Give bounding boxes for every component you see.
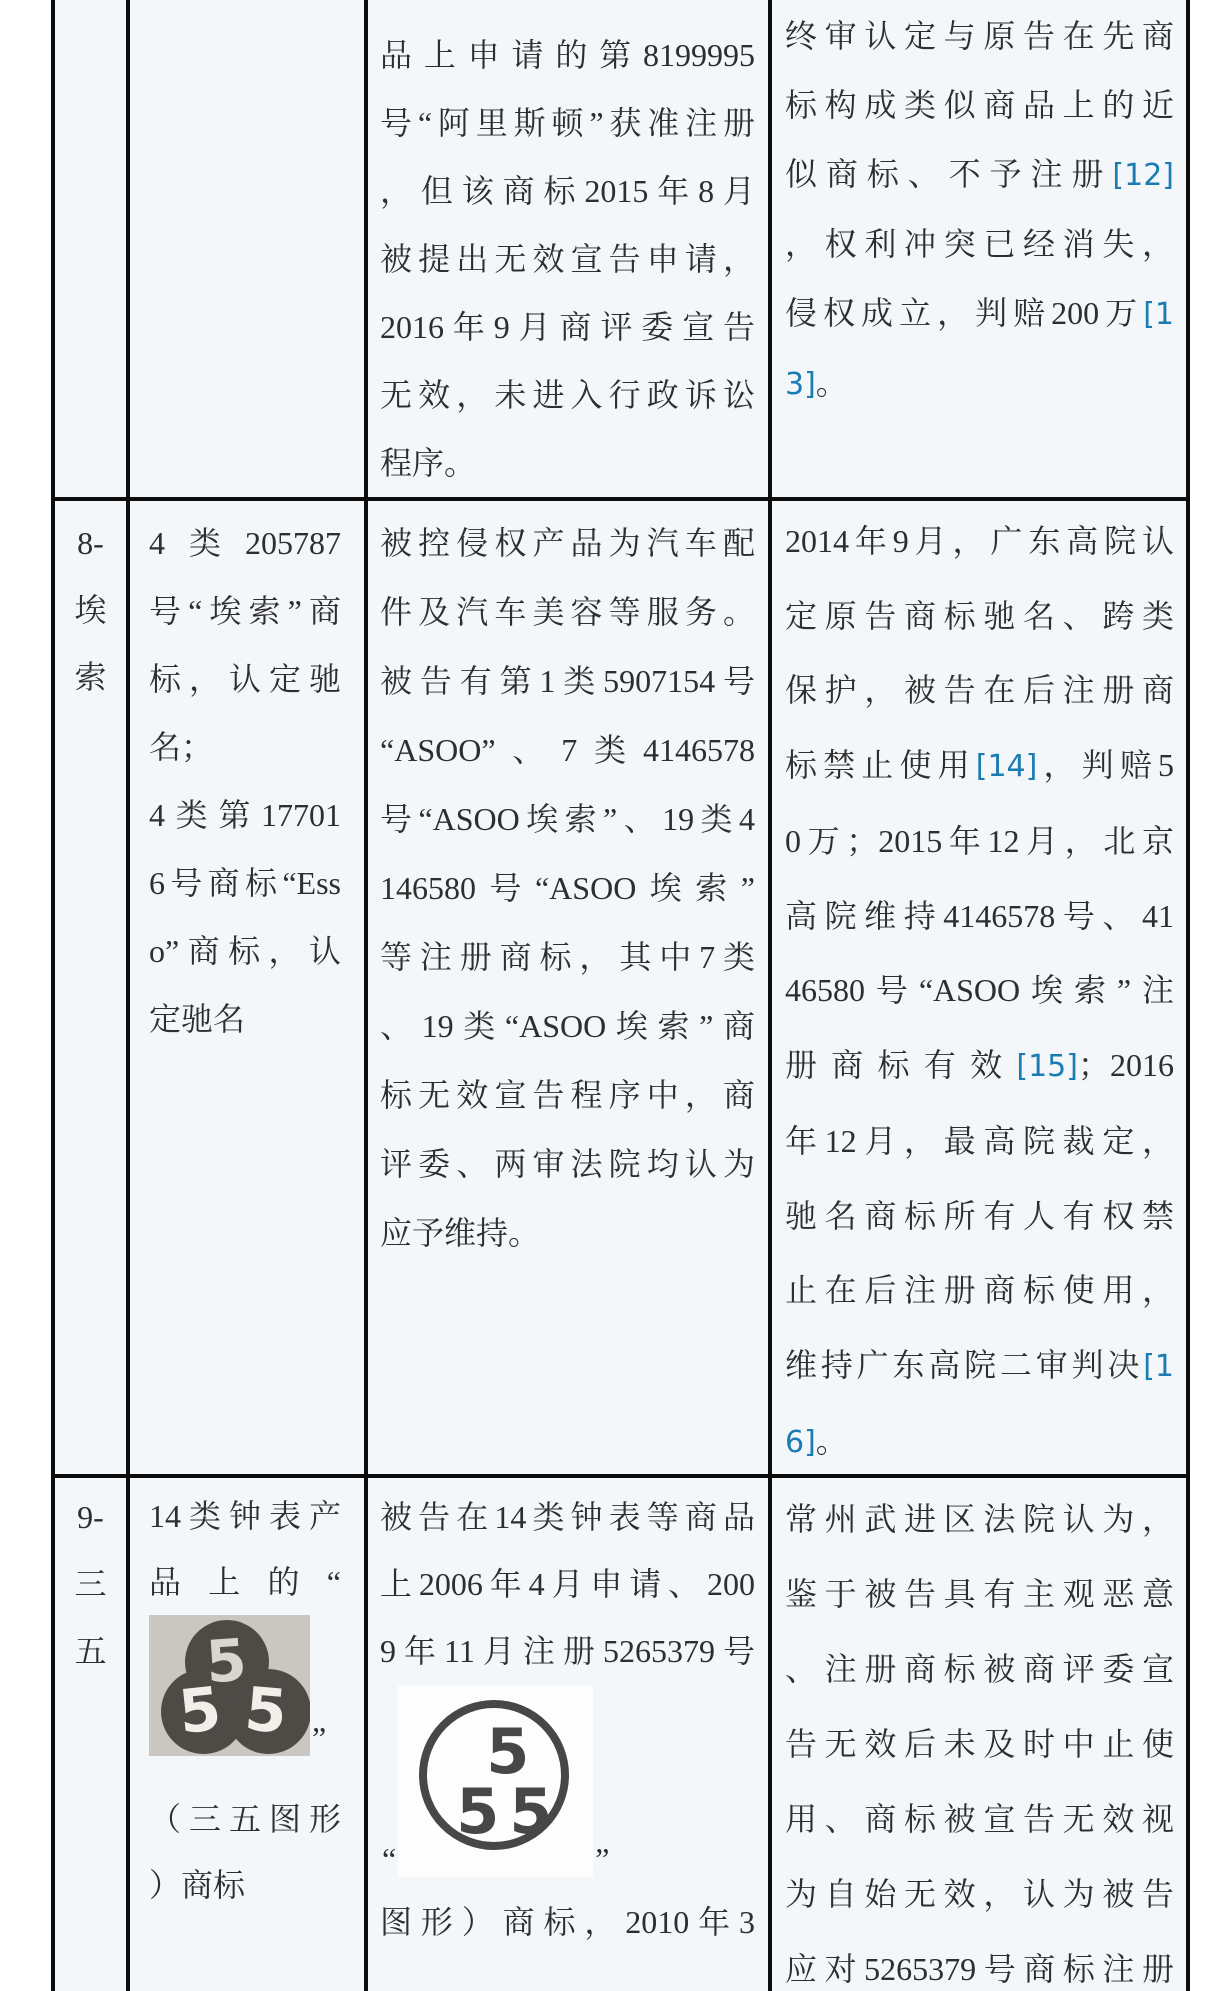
footnote-link[interactable]: [1 [1143,297,1174,332]
text-line [380,1889,755,1956]
mark-digits-bottom: 55 [456,1775,563,1848]
text-run: 鉴于被告具有主观恶意 [785,1576,1174,1612]
text-line [785,579,1174,654]
text-line [149,1852,341,1918]
text-run: 号“埃索”商 [149,593,341,629]
text-line [149,917,341,985]
text-line [380,157,755,225]
text-line [55,1618,126,1685]
text-run: 终审认定与原告在先商 [785,18,1174,54]
text-line [149,1549,341,1615]
text-run: 0万；2015年12月，北京 [785,823,1174,859]
text-line [380,225,755,293]
text-line [785,879,1174,954]
text-run: 、19类“ASOO埃索”商 [380,1008,755,1044]
text-run: ，但该商标2015年8月 [380,173,755,209]
cell-r9-case-details [368,1478,772,1991]
text-run: 146580号“ASOO埃索” [380,870,755,906]
text-run: 定驰名 [149,1001,246,1037]
text-run: 五 [74,1633,107,1669]
cell-r7-index [55,0,130,497]
text-line [380,293,755,361]
text-line [785,953,1174,1028]
text-run: ，判赔5 [1037,746,1174,783]
text-line [380,1199,755,1268]
text-run: 被控侵权产品为汽车配 [380,525,755,561]
text-run: 被告在14类钟表等商品 [380,1499,755,1535]
text-line [380,1130,755,1199]
text-line [785,1557,1174,1632]
text-run: 14类钟表产 [149,1498,341,1534]
text-line [55,510,126,577]
cell-r7-case-details [368,0,772,497]
footnote-link[interactable]: [1 [1143,1348,1174,1384]
text-line [785,2,1174,71]
text-run: 6号商标“Ess [149,865,341,901]
text-run: 止在后注册商标使用， [785,1272,1174,1308]
text-line [380,992,755,1061]
cell-r9-trademark [130,1478,368,1991]
text-run: 标无效宣告程序中，商 [380,1077,755,1113]
text-line [785,1632,1174,1707]
text-line [785,1782,1174,1857]
text-run: （三五图形 [149,1801,341,1837]
text-run: 定原告商标驰名、跨类 [785,597,1174,634]
text-run: 46580号“ASOO埃索”注 [785,972,1174,1008]
text-run: 9年11月注册5265379号 [380,1633,755,1669]
text-line [380,429,755,497]
text-line [380,1618,755,1685]
text-run: 。 [815,1423,848,1459]
footnote-link[interactable]: [15] [1016,1048,1078,1084]
text-run: 被告有第1类5907154号 [380,663,755,699]
text-run: 维持广东高院二审判决 [785,1346,1144,1383]
text-line [785,279,1174,349]
text-line [785,1482,1174,1557]
text-run: 等注册商标，其中7类 [380,939,755,975]
text-line [55,1551,126,1618]
text-run: 埃 [74,592,107,628]
text-run: 三 [74,1566,107,1602]
trademark-cases-table [51,0,1190,1991]
text-line [380,89,755,157]
table-row-7 [55,0,1186,501]
text-line [380,578,755,647]
text-line [55,1484,126,1551]
mark-digit-top: 5 [486,1715,530,1788]
text-run: 9- [77,1499,104,1535]
case-text-top [380,1484,755,1685]
text-run: 应予维持。 [380,1215,541,1251]
text-run: 用、商标被宣告无效视 [785,1801,1174,1837]
text-run: 8- [77,525,104,561]
text-line [785,1028,1174,1105]
text-run: 件及汽车美容等服务。 [380,594,755,630]
text-run: 为自始无效，认为被告 [785,1876,1174,1912]
text-line [149,985,341,1053]
cell-r8-ruling [772,501,1186,1474]
text-line [785,1253,1174,1328]
text-line [380,509,755,578]
text-run: 应对5265379号商标注册 [785,1951,1174,1987]
text-line [380,647,755,716]
table-row-8 [55,501,1186,1478]
footnote-link[interactable]: [12] [1112,158,1174,193]
text-run: 告无效后未及时中止使 [785,1726,1174,1762]
text-line [785,71,1174,140]
text-line [785,653,1174,728]
table-row-9 [55,1478,1186,1991]
text-run: 索 [74,659,107,695]
logo-digit: 5 [203,1625,249,1697]
text-run: 无效，未进入行政诉讼 [380,377,755,413]
text-run: 被提出无效宣告申请， [380,241,755,277]
text-line [380,716,755,785]
text-line [55,577,126,644]
text-run: 驰名商标所有人有权禁 [785,1197,1174,1234]
text-run: 年12月，最高院裁定， [785,1123,1174,1159]
cell-r7-ruling [772,0,1186,497]
text-run: 上2006年4月申请、200 [380,1566,755,1602]
three-fives-logo-image [149,1615,310,1756]
text-line [380,923,755,992]
text-line [785,1932,1174,1991]
text-run: 、注册商标被商评委宣 [785,1651,1174,1687]
case-text-bottom [380,1889,755,1956]
text-line [785,140,1174,210]
text-line [149,509,341,577]
text-line [785,1104,1174,1179]
text-run: 4类第17701 [149,797,341,833]
text-line [785,504,1174,579]
logo-digit: 5 [242,1674,290,1748]
text-run: 2016年9月商评委宣告 [380,309,755,345]
logo-digit: 5 [175,1674,225,1748]
opening-quote: “ [382,1841,397,1877]
text-run: 。 [815,365,848,401]
cell-r8-case-details [368,501,772,1474]
footnote-link[interactable]: [14] [975,748,1038,784]
text-run: 侵权成立，判赔200万 [785,295,1144,331]
text-line [149,1483,341,1549]
text-run: 4类205787 [149,525,341,561]
trademark-image-row [149,1615,341,1756]
text-line [785,1179,1174,1254]
text-run: 册商标有效 [785,1046,1017,1083]
text-line [149,645,341,713]
text-run: 品上申请的第8199995 [380,37,755,73]
text-run: 似商标、不予注册 [785,156,1113,192]
text-line [149,849,341,917]
text-run: 常州武进区法院认为， [785,1501,1174,1537]
text-line [55,644,126,711]
text-run: 名； [149,729,214,765]
trademark-text-bottom [149,1786,341,1918]
text-line [380,854,755,923]
text-line [149,1786,341,1852]
text-run: 高院维持4146578号、41 [785,897,1174,934]
text-run: 2014年9月，广东高院认 [785,523,1174,559]
text-line [380,1484,755,1551]
text-run: “ASOO”、7类4146578 [380,732,755,768]
cell-r9-index [55,1478,130,1991]
text-run: 标构成类似商品上的近 [785,87,1174,123]
text-line [785,728,1174,805]
text-line [380,1061,755,1130]
text-run: 评委、两审法院均认为 [380,1146,755,1182]
text-run: 保护，被告在后注册商 [785,672,1174,708]
text-line [785,1857,1174,1932]
cell-r8-trademark [130,501,368,1474]
text-line [785,804,1174,879]
text-line [380,21,755,89]
text-line [149,781,341,849]
cell-r9-ruling [772,1478,1186,1991]
text-run: 品上的“ [149,1564,341,1600]
text-line [380,785,755,854]
text-run: 标禁止使用 [785,746,976,783]
text-run: ；2016 [1077,1046,1174,1083]
text-line [380,361,755,429]
cell-r7-trademark [130,0,368,497]
text-run: ，权利冲突已经消失， [785,226,1174,262]
text-line [149,577,341,645]
text-line [380,1551,755,1618]
registered-mark-image-row [380,1685,755,1877]
text-run: 图形）商标，2010年3 [380,1904,755,1940]
circle-555-mark-image [398,1685,593,1877]
closing-quote: ” [312,1720,327,1756]
text-run: 标，认定驰 [149,661,341,697]
text-run: 号“阿里斯顿”获准注册 [380,105,755,141]
text-line [785,1707,1174,1782]
text-line [149,713,341,781]
footnote-link[interactable]: 3] [785,367,816,402]
text-run: o”商标，认 [149,933,341,969]
text-run: 程序。 [380,445,477,481]
text-line [785,1404,1174,1474]
text-run: 号“ASOO埃索”、19类4 [380,801,755,837]
trademark-text-top [149,1483,341,1615]
text-line [785,1328,1174,1405]
closing-quote: ” [595,1841,610,1877]
text-line [785,349,1174,419]
cell-r8-index [55,501,130,1474]
text-line [785,210,1174,279]
footnote-link[interactable]: 6] [785,1425,816,1460]
text-run: ）商标 [149,1867,246,1903]
